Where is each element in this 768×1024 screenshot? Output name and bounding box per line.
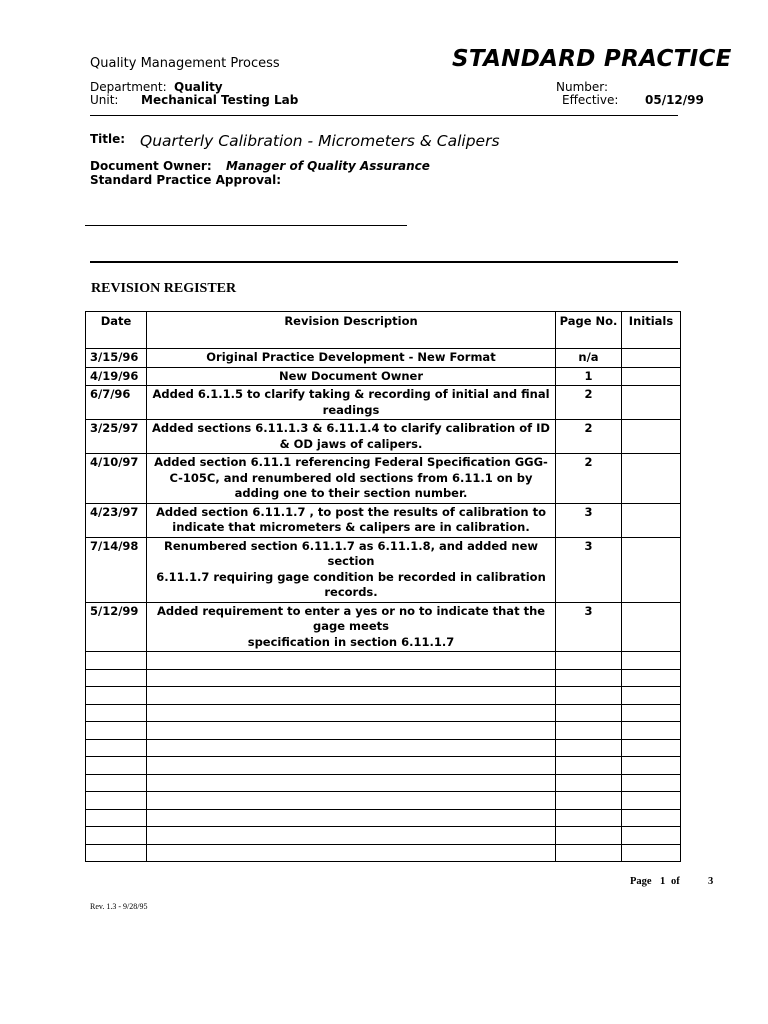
empty-cell <box>622 669 681 687</box>
empty-table-row <box>86 687 681 705</box>
column-header-initials: Initials <box>622 312 681 349</box>
empty-cell <box>147 669 556 687</box>
cell-initials <box>622 454 681 504</box>
table-header-row <box>86 312 681 349</box>
cell-date: 6/7/96 <box>86 386 147 420</box>
empty-cell <box>86 827 147 845</box>
cell-page: 2 <box>556 386 622 420</box>
empty-cell <box>86 792 147 810</box>
cell-page: n/a <box>556 349 622 368</box>
page-current: 1 <box>660 876 666 887</box>
cell-description: Added section 6.11.1 referencing Federal Specification GGG-C-105C, and renumbered old sections from 6.11.1 on by adding one to their section number. <box>147 454 556 504</box>
cell-description: Added section 6.11.1.7 , to post the results of calibration to indicate that micrometers & calipers are in calibration. <box>147 503 556 537</box>
process-name: Quality Management Process <box>90 56 280 71</box>
empty-table-row <box>86 722 681 740</box>
empty-cell <box>556 704 622 722</box>
cell-initials <box>622 420 681 454</box>
document-owner-label: Document Owner: <box>90 159 212 173</box>
empty-cell <box>556 827 622 845</box>
cell-description: Added sections 6.11.1.3 & 6.11.1.4 to clarify calibration of ID & OD jaws of calipers. <box>147 420 556 454</box>
empty-cell <box>147 844 556 862</box>
empty-cell <box>147 827 556 845</box>
empty-cell <box>147 757 556 775</box>
empty-cell <box>556 669 622 687</box>
empty-cell <box>622 844 681 862</box>
revision-note: Rev. 1.3 - 9/28/95 <box>90 902 148 911</box>
page-of: of <box>671 876 680 887</box>
signature-line <box>85 225 407 226</box>
table-row <box>86 454 681 504</box>
empty-cell <box>622 809 681 827</box>
empty-cell <box>556 687 622 705</box>
number-label: Number: <box>556 80 609 94</box>
table-row <box>86 386 681 420</box>
empty-cell <box>86 687 147 705</box>
empty-cell <box>86 774 147 792</box>
cell-page: 2 <box>556 420 622 454</box>
revision-register-body <box>86 349 681 862</box>
empty-cell <box>86 809 147 827</box>
cell-page: 3 <box>556 537 622 602</box>
unit-label: Unit: <box>90 93 119 107</box>
section-divider <box>90 261 678 263</box>
empty-cell <box>622 704 681 722</box>
cell-date: 4/10/97 <box>86 454 147 504</box>
revision-register-table <box>85 311 681 862</box>
cell-initials <box>622 386 681 420</box>
empty-cell <box>622 687 681 705</box>
empty-table-row <box>86 652 681 670</box>
empty-cell <box>556 652 622 670</box>
empty-table-row <box>86 792 681 810</box>
cell-date: 5/12/99 <box>86 602 147 652</box>
empty-cell <box>86 844 147 862</box>
effective-label: Effective: <box>562 93 619 107</box>
cell-date: 3/25/97 <box>86 420 147 454</box>
empty-cell <box>86 669 147 687</box>
cell-page: 2 <box>556 454 622 504</box>
empty-cell <box>622 757 681 775</box>
cell-initials <box>622 503 681 537</box>
department-label: Department: <box>90 80 167 94</box>
empty-table-row <box>86 774 681 792</box>
empty-table-row <box>86 704 681 722</box>
department-value: Quality <box>174 80 223 94</box>
empty-table-row <box>86 669 681 687</box>
empty-cell <box>556 757 622 775</box>
empty-cell <box>556 792 622 810</box>
document-owner-value: Manager of Quality Assurance <box>226 159 430 173</box>
empty-cell <box>556 844 622 862</box>
empty-cell <box>622 739 681 757</box>
table-row <box>86 367 681 386</box>
empty-cell <box>86 757 147 775</box>
cell-description: Added 6.1.1.5 to clarify taking & recording of initial and final readings <box>147 386 556 420</box>
empty-cell <box>147 652 556 670</box>
cell-page: 3 <box>556 503 622 537</box>
empty-cell <box>86 722 147 740</box>
document-type-title: STANDARD PRACTICE <box>452 46 732 72</box>
table-row <box>86 537 681 602</box>
empty-table-row <box>86 809 681 827</box>
cell-description: Original Practice Development - New Format <box>147 349 556 368</box>
empty-cell <box>622 827 681 845</box>
page-label: Page <box>630 876 652 887</box>
empty-cell <box>622 774 681 792</box>
empty-cell <box>622 792 681 810</box>
empty-cell <box>556 739 622 757</box>
table-row <box>86 602 681 652</box>
title-label: Title: <box>90 132 126 146</box>
effective-value: 05/12/99 <box>645 93 704 107</box>
empty-table-row <box>86 827 681 845</box>
table-row <box>86 420 681 454</box>
revision-register-heading: REVISION REGISTER <box>91 281 237 296</box>
empty-cell <box>147 774 556 792</box>
empty-cell <box>147 739 556 757</box>
cell-initials <box>622 602 681 652</box>
empty-cell <box>556 809 622 827</box>
table-row <box>86 503 681 537</box>
empty-cell <box>147 687 556 705</box>
cell-page: 1 <box>556 367 622 386</box>
approval-label: Standard Practice Approval: <box>90 173 282 187</box>
cell-initials <box>622 537 681 602</box>
unit-value: Mechanical Testing Lab <box>141 93 299 107</box>
empty-cell <box>622 652 681 670</box>
empty-cell <box>556 774 622 792</box>
document-title: Quarterly Calibration - Micrometers & Calipers <box>140 132 500 150</box>
column-header-description: Revision Description <box>147 312 556 349</box>
column-header-page: Page No. <box>556 312 622 349</box>
empty-cell <box>86 739 147 757</box>
column-header-date: Date <box>86 312 147 349</box>
cell-date: 4/23/97 <box>86 503 147 537</box>
cell-initials <box>622 367 681 386</box>
header-divider <box>90 115 678 116</box>
cell-description: Added requirement to enter a yes or no to indicate that the gage meets specification in section 6.11.1.7 <box>147 602 556 652</box>
empty-cell <box>147 704 556 722</box>
cell-date: 4/19/96 <box>86 367 147 386</box>
page-total: 3 <box>708 876 714 887</box>
cell-date: 3/15/96 <box>86 349 147 368</box>
cell-description: Renumbered section 6.11.1.7 as 6.11.1.8, and added new section 6.11.1.7 requiring gage condition be recorded in calibration records. <box>147 537 556 602</box>
cell-initials <box>622 349 681 368</box>
cell-page: 3 <box>556 602 622 652</box>
empty-cell <box>622 722 681 740</box>
empty-cell <box>147 809 556 827</box>
empty-table-row <box>86 739 681 757</box>
empty-cell <box>556 722 622 740</box>
empty-cell <box>86 652 147 670</box>
cell-description: New Document Owner <box>147 367 556 386</box>
empty-cell <box>147 792 556 810</box>
empty-table-row <box>86 757 681 775</box>
empty-cell <box>147 722 556 740</box>
table-row <box>86 349 681 368</box>
empty-cell <box>86 704 147 722</box>
cell-date: 7/14/98 <box>86 537 147 602</box>
empty-table-row <box>86 844 681 862</box>
